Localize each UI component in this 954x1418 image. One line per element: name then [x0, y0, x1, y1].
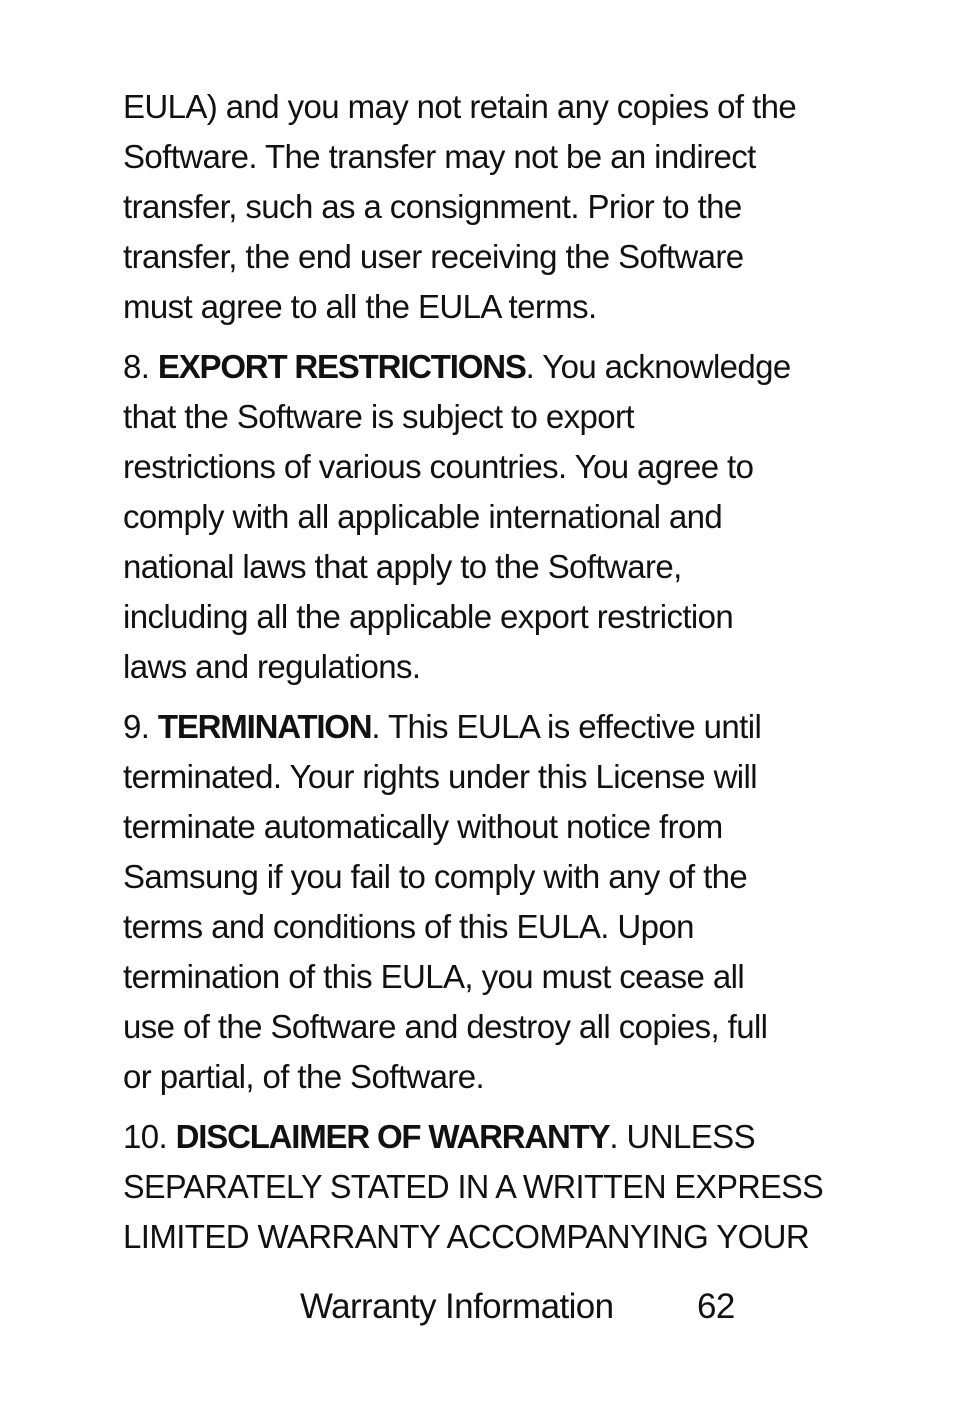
section-first-line	[123, 702, 823, 752]
text-line: including all the applicable export restriction	[123, 598, 734, 635]
section-first-line	[123, 342, 823, 392]
paragraph-eula-continued	[123, 82, 823, 332]
section-10-disclaimer-of-warranty	[123, 1112, 823, 1262]
page-number: 62	[697, 1287, 735, 1326]
page-body	[123, 82, 823, 1272]
text-line: terminated. Your rights under this License will	[123, 758, 757, 795]
section-heading: EXPORT RESTRICTIONS	[157, 348, 526, 385]
text-line: SEPARATELY STATED IN A WRITTEN EXPRESS	[123, 1168, 824, 1205]
text-line: laws and regulations.	[123, 648, 421, 685]
section-number: 10.	[123, 1118, 168, 1155]
text-line: EULA) and you may not retain any copies of the	[123, 88, 797, 125]
section-first-line	[123, 1112, 823, 1162]
section-9-termination	[123, 702, 823, 1102]
section-heading: DISCLAIMER OF WARRANTY	[175, 1118, 610, 1155]
section-number: 9.	[123, 708, 150, 745]
text-line: terminate automatically without notice from	[123, 808, 723, 845]
text-line: Samsung if you fail to comply with any of the	[123, 858, 748, 895]
section-first-text: . UNLESS	[609, 1118, 755, 1155]
text-line: that the Software is subject to export	[123, 398, 634, 435]
text-line: terms and conditions of this EULA. Upon	[123, 908, 694, 945]
section-number: 8.	[123, 348, 150, 385]
text-line: restrictions of various countries. You agree to	[123, 448, 754, 485]
section-heading: TERMINATION	[157, 708, 372, 745]
text-line: use of the Software and destroy all copies, full	[123, 1008, 768, 1045]
section-first-text: . You acknowledge	[525, 348, 791, 385]
text-line: transfer, the end user receiving the Software	[123, 238, 744, 275]
text-line: LIMITED WARRANTY ACCOMPANYING YOUR	[123, 1218, 810, 1255]
footer-section-title: Warranty Information	[300, 1287, 614, 1326]
section-first-text: . This EULA is effective until	[371, 708, 762, 745]
text-line: or partial, of the Software.	[123, 1058, 485, 1095]
text-line: national laws that apply to the Software,	[123, 548, 682, 585]
text-line: must agree to all the EULA terms.	[123, 288, 597, 325]
text-line: transfer, such as a consignment. Prior to the	[123, 188, 742, 225]
text-line: Software. The transfer may not be an indirect	[123, 138, 756, 175]
section-8-export-restrictions	[123, 342, 823, 692]
text-line: comply with all applicable international and	[123, 498, 723, 535]
text-line: termination of this EULA, you must cease all	[123, 958, 745, 995]
page-footer	[0, 1285, 954, 1329]
